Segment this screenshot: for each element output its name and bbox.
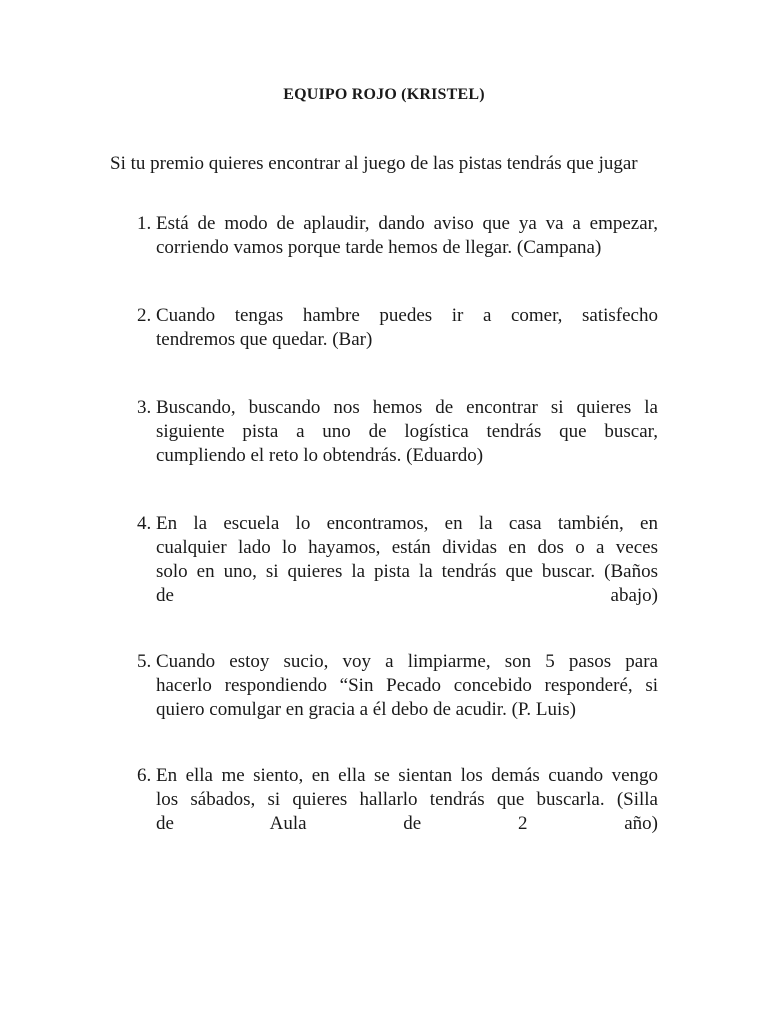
clue-line: siguiente pista a uno de logística tendrás que buscar, <box>156 421 658 442</box>
clue-line: En la escuela lo encontramos, en la casa también, en <box>156 513 658 534</box>
clue-line: cualquier lado lo hayamos, están dividas en dos o a veces <box>156 537 658 558</box>
clue-line: hacerlo respondiendo “Sin Pecado concebido responderé, si <box>156 675 658 696</box>
intro-text: Si tu premio quieres encontrar al juego de las pistas tendrás que jugar <box>110 153 638 174</box>
clue-line: Cuando estoy sucio, voy a limpiarme, son 5 pasos para <box>156 651 658 672</box>
clue-number: 1. <box>137 213 152 234</box>
clue-line: Está de modo de aplaudir, dando aviso que ya va a empezar, <box>156 213 658 234</box>
intro-paragraph <box>110 152 658 176</box>
clue-number: 5. <box>137 651 152 672</box>
clue-line: cumpliendo el reto lo obtendrás. (Eduardo) <box>156 445 484 466</box>
clue-line: quiero comulgar en gracia a él debo de acudir. (P. Luis) <box>156 699 576 720</box>
clue-item-4 <box>110 512 658 608</box>
clue-text <box>156 650 658 722</box>
clue-line: de abajo) <box>156 585 658 606</box>
clue-text <box>156 396 658 468</box>
clue-item-3 <box>110 396 658 468</box>
clue-text <box>156 764 658 836</box>
clue-item-1 <box>110 212 658 260</box>
clue-item-5 <box>110 650 658 722</box>
clue-text <box>156 304 658 352</box>
clue-text <box>156 512 658 608</box>
clue-line: los sábados, si quieres hallarlo tendrás que buscarla. (Silla <box>156 789 658 810</box>
clue-number: 3. <box>137 397 152 418</box>
clue-line: Cuando tengas hambre puedes ir a comer, satisfecho <box>156 305 658 326</box>
clue-line: corriendo vamos porque tarde hemos de llegar. (Campana) <box>156 237 602 258</box>
clue-text <box>156 212 658 260</box>
clue-line: de Aula de 2 año) <box>156 813 658 834</box>
document-title: EQUIPO ROJO (KRISTEL) <box>283 86 485 103</box>
clue-line: tendremos que quedar. (Bar) <box>156 329 373 350</box>
clue-item-6 <box>110 764 658 836</box>
clue-line: Buscando, buscando nos hemos de encontrar si quieres la <box>156 397 658 418</box>
clue-line: En ella me siento, en ella se sientan los demás cuando vengo <box>156 765 658 786</box>
clue-number: 4. <box>137 513 152 534</box>
clue-item-2 <box>110 304 658 352</box>
clue-line: solo en uno, si quieres la pista la tendrás que buscar. (Baños <box>156 561 658 582</box>
clue-number: 2. <box>137 305 152 326</box>
clue-number: 6. <box>137 765 152 786</box>
